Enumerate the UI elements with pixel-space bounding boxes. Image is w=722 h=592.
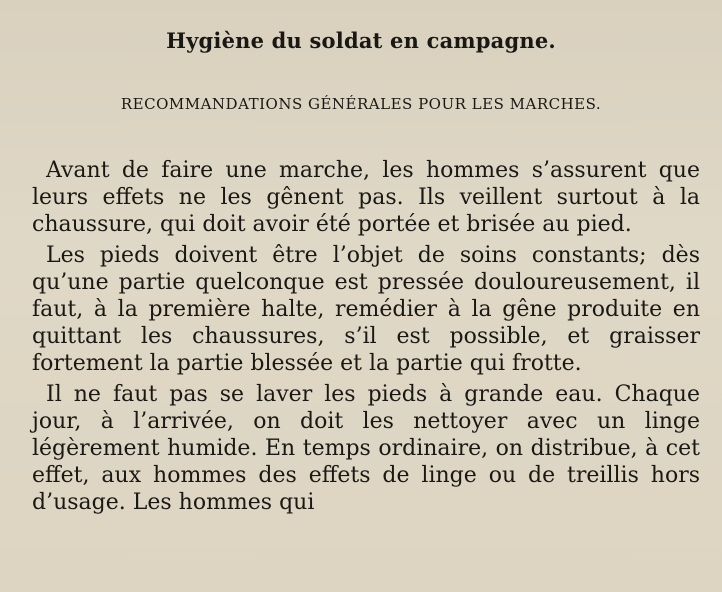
paragraph-3: Il ne faut pas se laver les pieds à grande eau. Chaque jour, à l’arrivée, on doit les nettoyer avec un linge légèrement humide. En temps ordinaire, on distribue, à cet effet, aux hommes des effets de linge ou de treillis hors d’usage. Les hommes qui bbox=[32, 382, 700, 515]
paragraph-1: Avant de faire une marche, les hommes s’assurent que leurs effets ne les gênent pas. Ils veillent surtout à la chaussure, qui doit avoir été portée et brisée au pied. bbox=[32, 158, 700, 237]
section-subtitle: RECOMMANDATIONS GÉNÉRALES POUR LES MARCHES. bbox=[120, 95, 602, 113]
page-title: Hygiène du soldat en campagne. bbox=[166, 28, 556, 53]
body-text bbox=[32, 157, 700, 520]
paragraph-2: Les pieds doivent être l’objet de soins constants; dès qu’une partie quelconque est pressée douloureusement, il faut, à la première halte, remédier à la gêne produite en quittant les chaussures, s’il est possible, et graisser fortement la partie blessée et la partie qui frotte. bbox=[32, 243, 700, 376]
